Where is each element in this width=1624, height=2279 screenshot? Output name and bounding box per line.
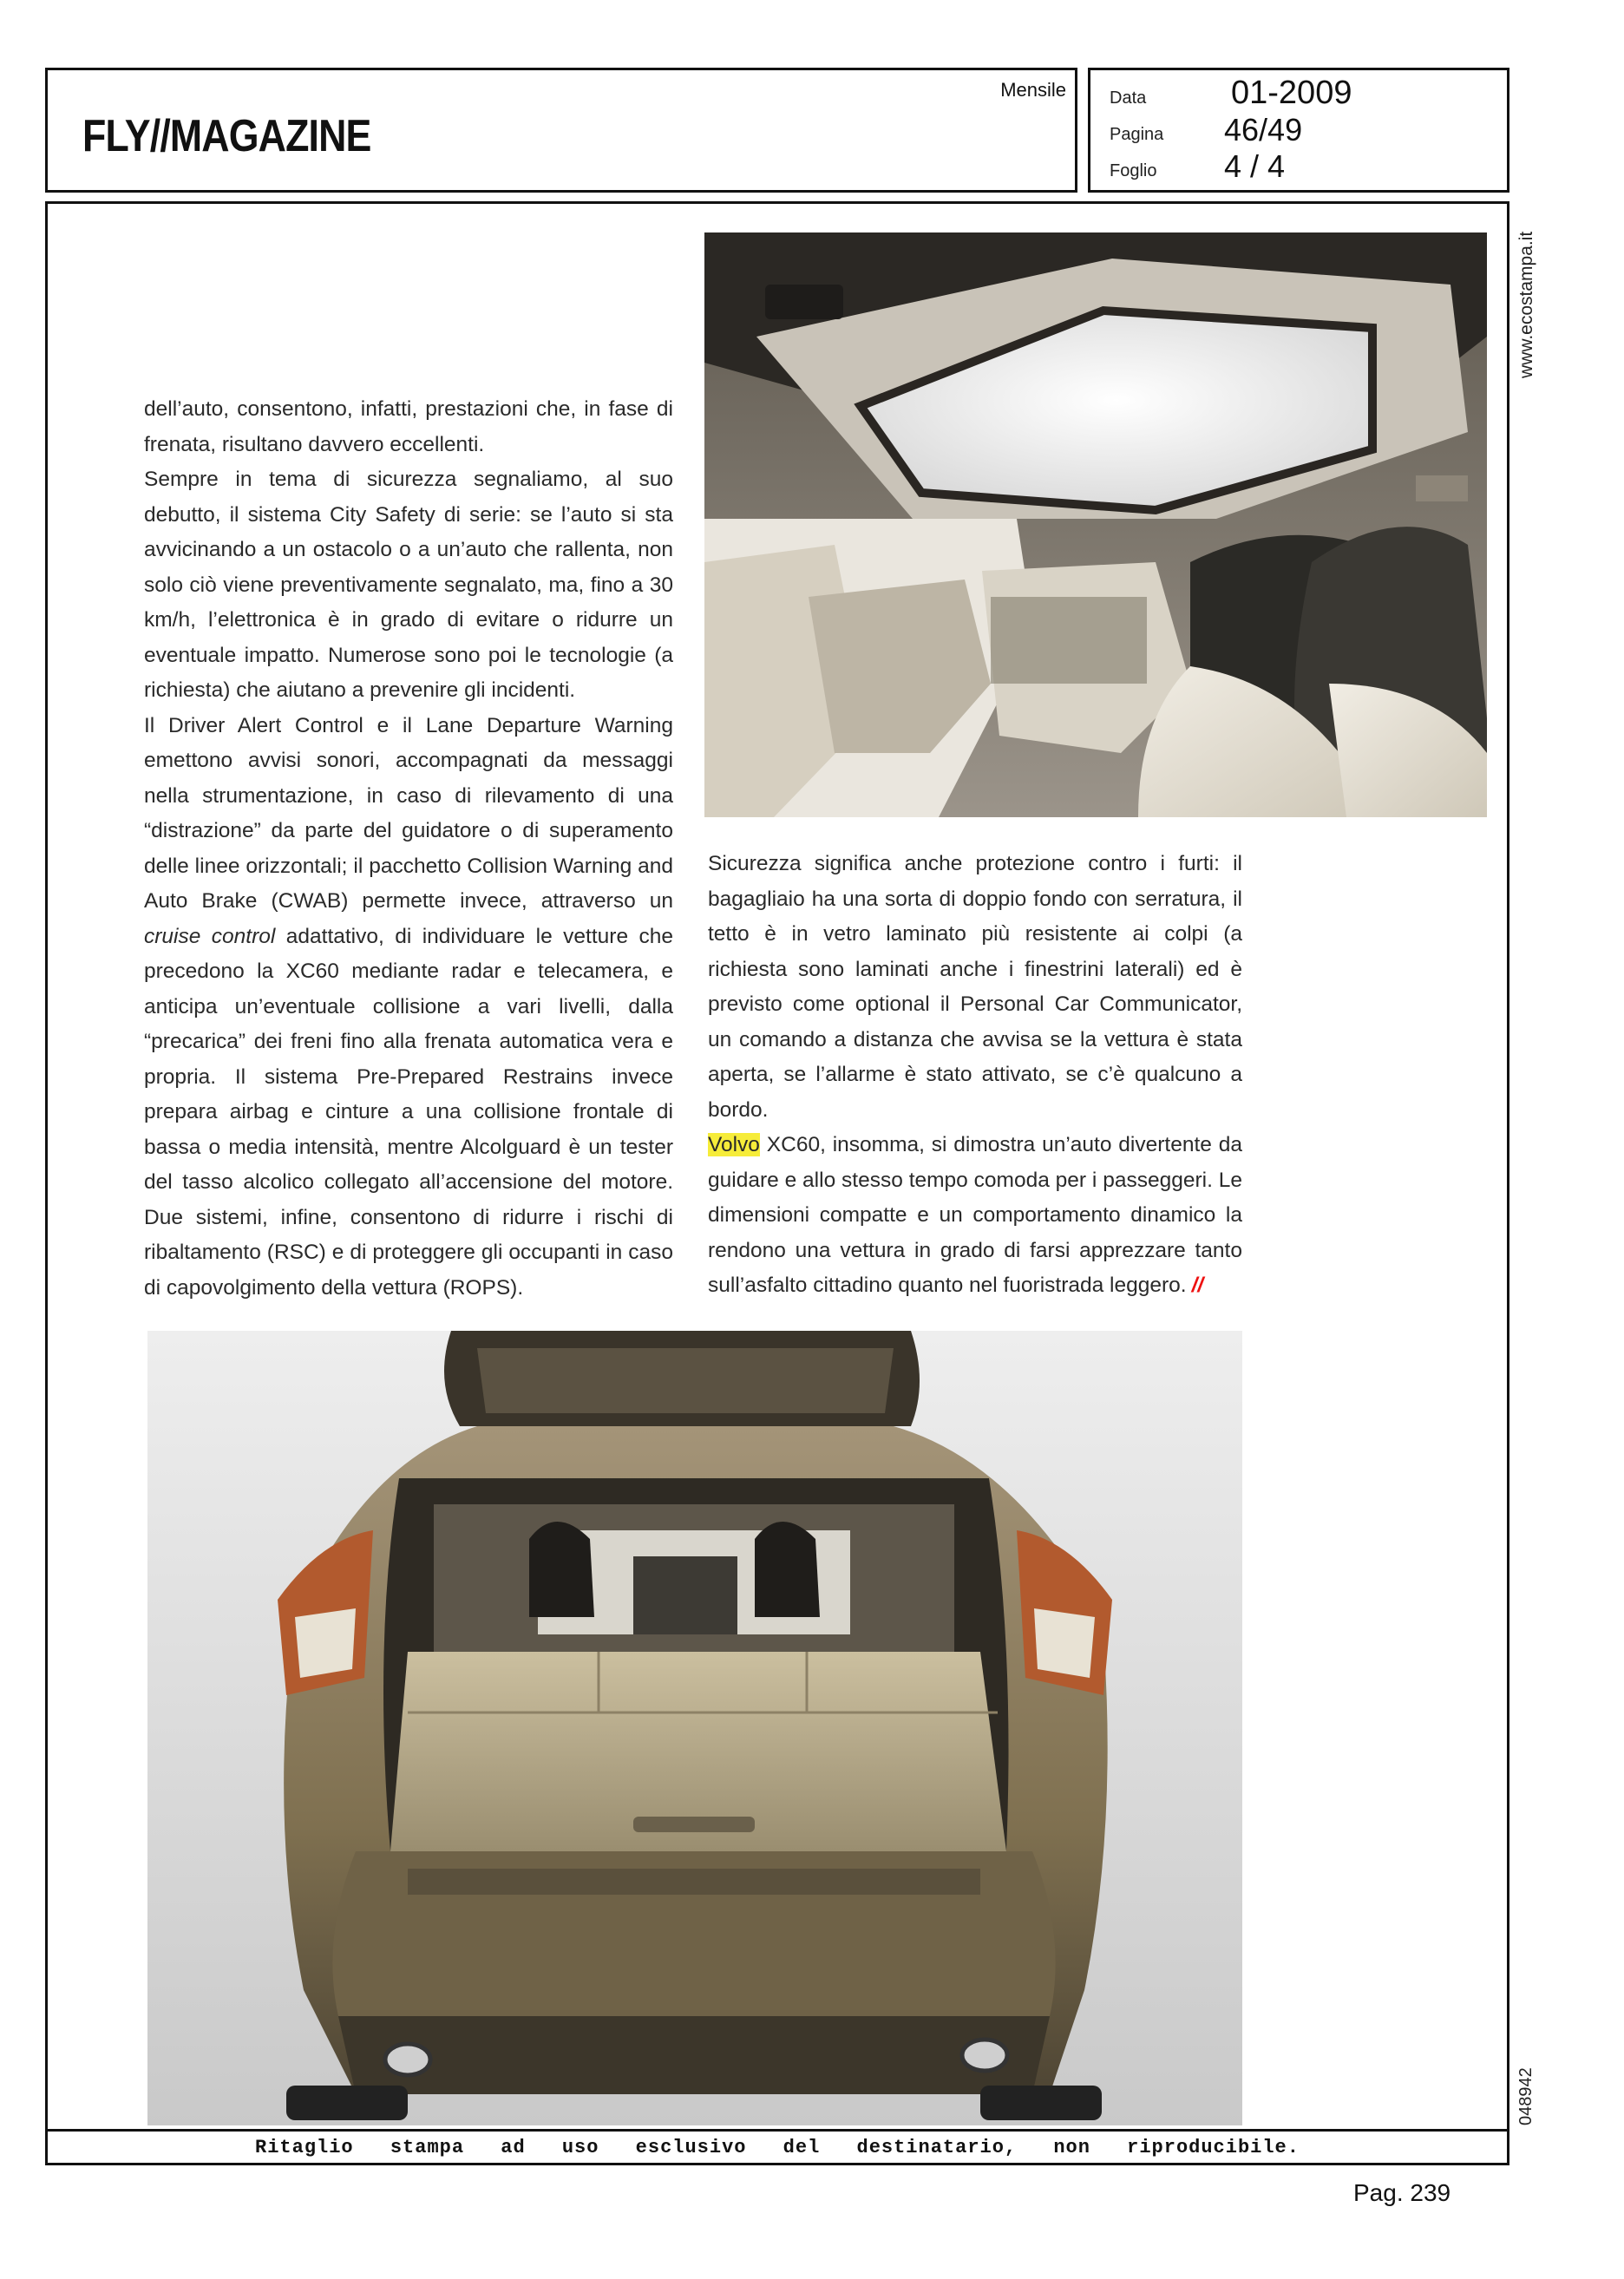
left-paragraph-3-part2: adattativo, di individuare le vetture che precedono la XC60 mediante radar e telecamera, e anticipa un’eventuale collisione a vari livelli, dalla “precarica” dei freni fino alla frenata automatica vera e propria. Il sistema Pre-Prepared Restrains invece prepara airbag e cinture a una collisione frontale di bassa o media intensità, mentre Alcolguard è un tester del tasso alcolico collegato all’accensione del motore. Due sistemi, infine, consentono di ridurre i rischi di ribaltamento (RSC) e di proteggere gli occupanti in caso di capovolgimento della vettura (ROPS). (144, 924, 673, 1300)
pagina-value: 46/49 (1224, 112, 1303, 147)
article-left-column (144, 392, 673, 1306)
article-right-column (708, 847, 1242, 1304)
data-label: Data (1110, 88, 1147, 108)
left-paragraph-3-part1: Il Driver Alert Control e il Lane Departure Warning emettono avvisi sonori, accompagnati da messaggi nella strumentazione, in caso di rilevamento di una “distrazione” da parte del guidatore o di superamento delle linee orizzontali; il pacchetto Collision Warning and Auto Brake (CWAB) permette invece, attraverso un (144, 713, 673, 913)
car-photo-svg (147, 1331, 1242, 2125)
pagina-label: Pagina (1110, 125, 1164, 144)
foglio-row (1110, 148, 1500, 185)
left-paragraph-3 (144, 709, 673, 1306)
data-value: 01-2009 (1231, 75, 1352, 111)
cruise-control-term: cruise control (144, 924, 276, 948)
foglio-value: 4 / 4 (1224, 148, 1286, 184)
reproduction-notice: Ritaglio stampa ad uso esclusivo del destinatario, non riproducibile. (255, 2137, 1300, 2158)
article-end-mark: // (1191, 1274, 1204, 1297)
foglio-label: Foglio (1110, 161, 1157, 180)
right-paragraph-2 (708, 1128, 1242, 1304)
pagina-row (1110, 112, 1500, 148)
interior-photo-svg (704, 232, 1487, 817)
data-row (1110, 75, 1500, 112)
header-info-box (1088, 68, 1509, 193)
left-paragraph-2: Sempre in tema di sicurezza segnaliamo, al suo debutto, il sistema City Safety di serie: se l’auto si sta avvicinando a un ostacolo o a un’auto che rallenta, non solo ciò viene preventivamente segnalato, ma, fino a 30 km/h, l’elettronica è in grado di evitare o ridurre un eventuale impatto. Numerose sono poi le tecnologie (a richiesta) che aiutano a prevenire gli incidenti. (144, 468, 673, 702)
page-number: Pag. 239 (1353, 2179, 1451, 2206)
right-paragraph-2-text: XC60, insomma, si dimostra un’auto divertente da guidare e allo stesso tempo comoda per i passeggeri. Le dimensioni compatte e un comportamento dinamico la rendono una vettura in grado di farsi apprezzare tanto sull’asfalto cittadino quanto nel fuoristrada leggero. (708, 1133, 1242, 1297)
right-paragraph-1: Sicurezza significa anche protezione contro i furti: il bagagliaio ha una sorta di doppio fondo con serratura, il tetto è in vetro laminato più resistente ai colpi (a richiesta sono laminati anche i finestrini laterali) ed è previsto come optional il Personal Car Communicator, un comando a distanza che avvisa se la vettura è stata aperta, se l’allarme è stato attivato, se c’è qualcuno a bordo. (708, 852, 1242, 1122)
header-publication-box (45, 68, 1077, 193)
car-trunk-photo (147, 1331, 1242, 2125)
footer-notice-bar (45, 2129, 1509, 2165)
frequency-label: Mensile (1000, 79, 1066, 101)
clipping-code: 048942 (1516, 2067, 1536, 2125)
interior-sunroof-photo (704, 232, 1487, 817)
magazine-logo: FLY//MAGAZINE (82, 111, 371, 161)
volvo-highlight: Volvo (708, 1133, 760, 1156)
left-paragraph-1: dell’auto, consentono, infatti, prestazioni che, in fase di frenata, risultano davvero eccellenti. (144, 397, 673, 456)
source-website: www.ecostampa.it (1516, 231, 1536, 378)
